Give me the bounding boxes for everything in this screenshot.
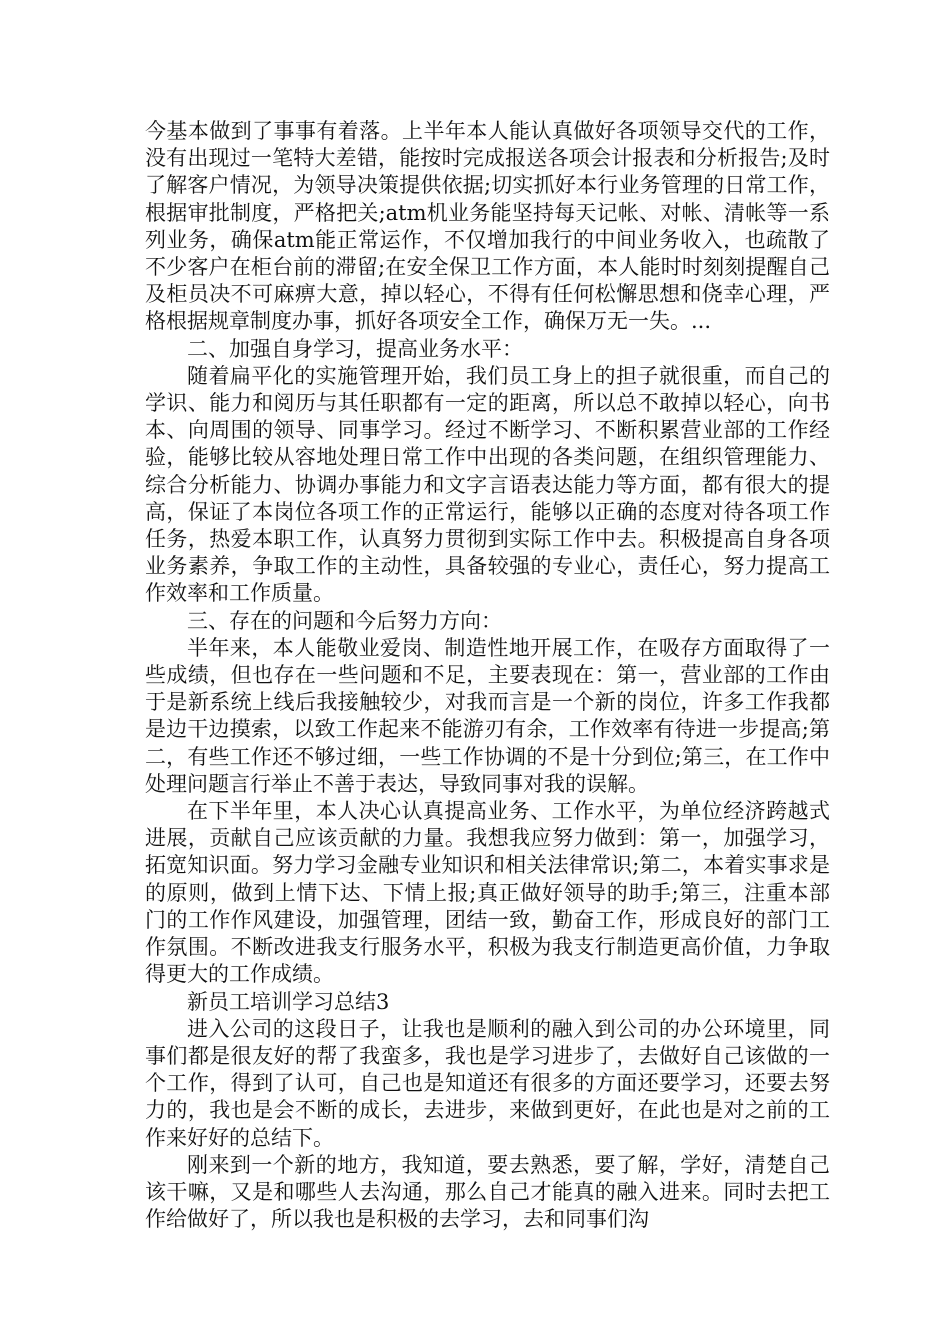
section-heading-2: 二、加强自身学习，提高业务水平： bbox=[187, 336, 523, 361]
paragraph-3: 随着扁平化的实施管理开始，我们员工身上的担子就很重，而自己的学识、能力和阅历与其任职都有一定的距离，所以总不敢掉以轻心，向书本、向周围的领导、同事学习。经过不断学习、不断积累营业部的工作经验，能够比较从容地处理日常工作中出现的各类问题，在组织管理能力、综合分析能力、协调办事能力和文字言语表达能力等方面，都有很大的提高，保证了本岗位各项工作的正常运行，能够以正确的态度对待各项工作任务，热爱本职工作，认真努力贯彻到实际工作中去。积极提高自身各项业务素养，争取工作的主动性，具备较强的专业心，责任心，努力提高工作效率和工作质量。 bbox=[145, 363, 830, 606]
paragraph-9: 刚来到一个新的地方，我知道，要去熟悉，要了解，学好，清楚自己该干嘛，又是和哪些人去沟通，那么自己才能真的融入进来。同时去把工作给做好了，所以我也是积极的去学习，去和同事们沟 bbox=[145, 1152, 830, 1232]
paragraph-5: 半年来，本人能敬业爱岗、制造性地开展工作，在吸存方面取得了一些成绩，但也存在一些问题和不足，主要表现在：第一，营业部的工作由于是新系统上线后我接触较少，对我而言是一个新的岗位，许多工作我都是边干边摸索，以致工作起来不能游刃有余，工作效率有待进一步提高;第二，有些工作还不够过细，一些工作协调的不是十分到位;第三，在工作中处理问题言行举止不善于表达，导致同事对我的误解。 bbox=[145, 635, 830, 796]
paragraph-8: 进入公司的这段日子，让我也是顺利的融入到公司的办公环境里，同事们都是很友好的帮了我蛮多，我也是学习进步了，去做好自己该做的一个工作，得到了认可，自己也是知道还有很多的方面还要学习，还要去努力的，我也是会不断的成长，去进步，来做到更好，在此也是对之前的工作来好好的总结下。 bbox=[145, 1016, 830, 1150]
paragraph-6: 在下半年里，本人决心认真提高业务、工作水平，为单位经济跨越式进展，贡献自己应该贡献的力量。我想我应努力做到：第一，加强学习，拓宽知识面。努力学习金融专业知识和相关法律常识;第二，本着实事求是的原则，做到上情下达、下情上报;真正做好领导的助手;第三，注重本部门的工作作风建设，加强管理，团结一致，勤奋工作，形成良好的部门工作氛围。不断改进我支行服务水平，积极为我支行制造更高价值，力争取得更大的工作成绩。 bbox=[145, 799, 830, 987]
document-body bbox=[145, 118, 830, 1233]
paragraph-1: 今基本做到了事事有着落。上半年本人能认真做好各项领导交代的工作，没有出现过一笔特大差错，能按时完成报送各项会计报表和分析报告;及时了解客户情况，为领导决策提供依据;切实抓好本行业务管理的日常工作，根据审批制度，严格把关;atm机业务能坚持每天记帐、对帐、清帐等一系列业务，确保atm能正常运作，不仅增加我行的中间业务收入，也疏散了不少客户在柜台前的滞留;在安全保卫工作方面，本人能时时刻刻提醒自己及柜员决不可麻痹大意，掉以轻心，不得有任何松懈思想和侥幸心理，严格根据规章制度办事，抓好各项安全工作，确保万无一失。... bbox=[145, 119, 830, 334]
section-heading-4: 三、存在的问题和今后努力方向： bbox=[187, 608, 502, 633]
section-title-7: 新员工培训学习总结3 bbox=[187, 989, 390, 1014]
